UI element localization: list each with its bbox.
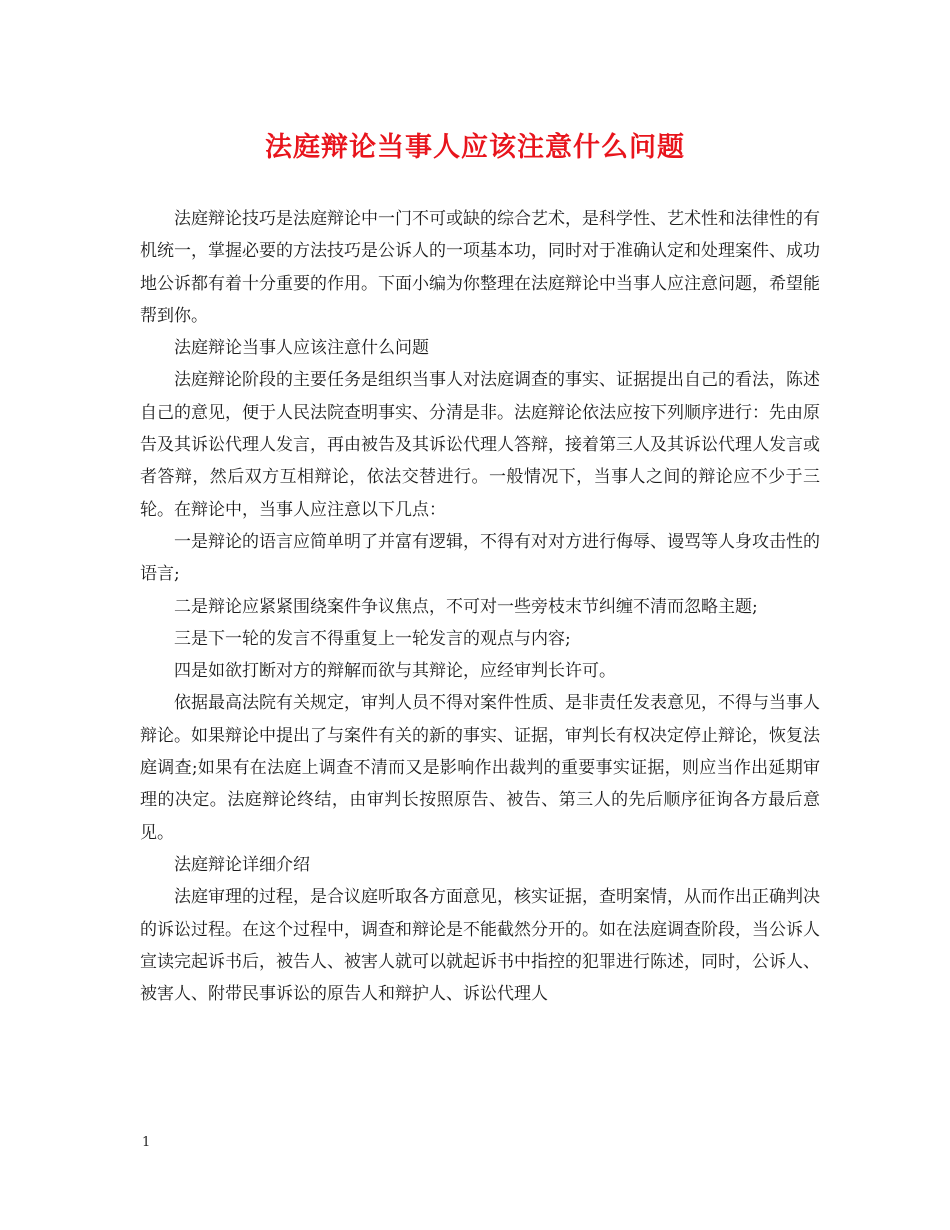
section-heading: 法庭辩论详细介绍 [174, 854, 310, 875]
section-heading: 法庭辩论当事人应该注意什么问题 [174, 338, 429, 359]
paragraph: 法庭辩论阶段的主要任务是组织当事人对法庭调查的事实、证据提出自己的看法，陈述自己的意见，便于人民法院查明事实、分清是非。法庭辩论依法应按下列顺序进行：先由原告及其诉讼代理人发言，再由被告及其诉讼代理人答辩，接着第三人及其诉讼代理人发言或者答辩，然后双方互相辩论，依法交替进行。一般情况下，当事人之间的辩论应不少于三轮。在辩论中，当事人应注意以下几点： [140, 370, 820, 520]
page-number: 1 [142, 1135, 151, 1150]
document-body [140, 203, 820, 1010]
paragraph: 依据最高法院有关规定，审判人员不得对案件性质、是非责任发表意见，不得与当事人辩论。如果辩论中提出了与案件有关的新的事实、证据，审判长有权决定停止辩论，恢复法庭调查;如果有在法庭上调查不清而又是影响作出裁判的重要事实证据，则应当作出延期审理的决定。法庭辩论终结，由审判长按照原告、被告、第三人的先后顺序征询各方最后意见。 [140, 693, 820, 843]
list-item: 三是下一轮的发言不得重复上一轮发言的观点与内容; [174, 628, 571, 649]
list-item: 二是辩论应紧紧围绕案件争议焦点，不可对一些旁枝末节纠缠不清而忽略主题; [174, 596, 758, 617]
paragraph: 法庭审理的过程，是合议庭听取各方面意见，核实证据，查明案情，从而作出正确判决的诉讼过程。在这个过程中，调查和辩论是不能截然分开的。如在法庭调查阶段，当公诉人宣读完起诉书后，被告人、被害人就可以就起诉书中指控的犯罪进行陈述，同时，公诉人、被害人、附带民事诉讼的原告人和辩护人、诉讼代理人 [140, 887, 820, 1005]
document-title: 法庭辩论当事人应该注意什么问题 [265, 132, 685, 163]
list-item: 四是如欲打断对方的辩解而欲与其辩论，应经审判长许可。 [174, 661, 616, 682]
paragraph: 法庭辩论技巧是法庭辩论中一门不可或缺的综合艺术，是科学性、艺术性和法律性的有机统一，掌握必要的方法技巧是公诉人的一项基本功，同时对于准确认定和处理案件、成功地公诉都有着十分重要的作用。下面小编为你整理在法庭辩论中当事人应注意问题，希望能帮到你。 [140, 209, 820, 326]
list-item: 一是辩论的语言应简单明了并富有逻辑，不得有对对方进行侮辱、谩骂等人身攻击性的语言; [140, 531, 820, 585]
